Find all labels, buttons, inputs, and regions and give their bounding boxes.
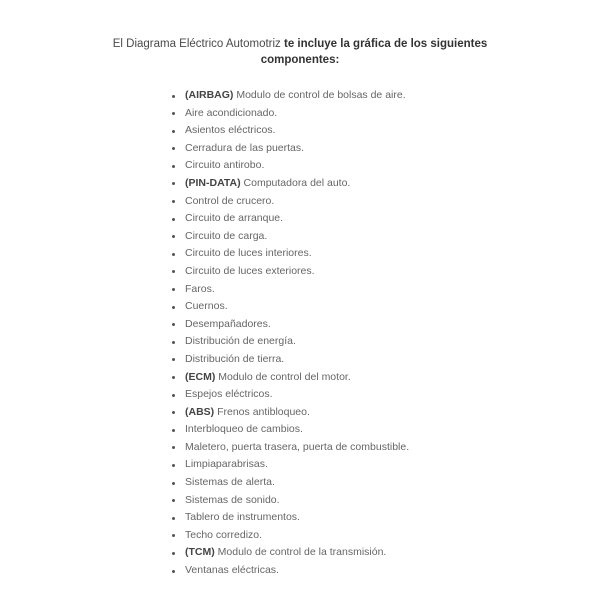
list-item <box>172 316 409 334</box>
bullet-icon <box>172 200 175 203</box>
item-prefix: (PIN-DATA) <box>185 176 241 189</box>
bullet-icon <box>172 341 175 344</box>
bullet-icon <box>172 464 175 467</box>
item-prefix: (ABS) <box>185 405 215 418</box>
list-item <box>172 562 409 580</box>
item-text: Computadora del auto. <box>243 176 351 189</box>
intro-paragraph <box>90 36 510 68</box>
item-text: Sistemas de alerta. <box>185 476 275 489</box>
list-item <box>172 492 409 510</box>
bullet-icon <box>172 95 175 98</box>
item-prefix: (AIRBAG) <box>185 89 234 101</box>
list-item <box>172 210 409 228</box>
list-item <box>172 122 409 140</box>
bullet-icon <box>172 429 175 432</box>
intro-text: El Diagrama Eléctrico Automotriz <box>112 38 285 50</box>
list-item <box>172 193 409 211</box>
bullet-icon <box>172 235 175 238</box>
bullet-icon <box>172 112 175 115</box>
item-text: Cuernos. <box>185 300 228 313</box>
list-item <box>172 298 409 316</box>
bullet-icon <box>172 446 175 449</box>
bullet-icon <box>172 323 175 326</box>
list-item <box>172 333 409 351</box>
list-item <box>172 105 409 123</box>
list-item <box>172 509 409 527</box>
list-item <box>172 87 409 105</box>
bullet-icon <box>172 147 175 150</box>
item-text: Circuito de arranque. <box>185 212 284 225</box>
item-text: Sistemas de sonido. <box>185 493 280 506</box>
item-text: Modulo de control del motor. <box>218 370 351 383</box>
item-text: Circuito de luces exteriores. <box>185 264 315 277</box>
list-item <box>172 157 409 175</box>
list-item <box>172 369 409 387</box>
item-text: Ventanas eléctricas. <box>185 564 279 577</box>
list-item <box>172 404 409 422</box>
bullet-icon <box>172 253 175 256</box>
item-text: Modulo de control de la transmisión. <box>217 546 387 559</box>
list-item <box>172 175 409 193</box>
item-text: Circuito de carga. <box>185 229 268 242</box>
bullet-icon <box>172 376 175 379</box>
item-text: Circuito de luces interiores. <box>185 247 312 260</box>
item-text: Distribución de energía. <box>185 335 296 348</box>
bullet-icon <box>172 534 175 537</box>
item-text: Frenos antibloqueo. <box>217 405 310 418</box>
list-item <box>172 527 409 545</box>
item-text: Control de crucero. <box>185 194 275 207</box>
bullet-icon <box>172 570 175 573</box>
list-item <box>172 140 409 158</box>
item-text: Distribución de tierra. <box>185 352 285 365</box>
bullet-icon <box>172 218 175 221</box>
bullet-icon <box>172 288 175 291</box>
list-item <box>172 228 409 246</box>
list-item <box>172 544 409 562</box>
intro-bold-text: te incluye la gráfica de los siguientes componentes: <box>260 38 488 66</box>
bullet-icon <box>172 411 175 414</box>
item-text: Faros. <box>185 282 215 295</box>
item-text: Techo corredizo. <box>185 528 263 541</box>
item-text: Limpiaparabrisas. <box>185 458 268 471</box>
bullet-icon <box>172 394 175 397</box>
bullet-icon <box>172 130 175 133</box>
components-list <box>172 87 409 580</box>
bullet-icon <box>172 552 175 555</box>
bullet-icon <box>172 165 175 168</box>
list-item <box>172 421 409 439</box>
list-item <box>172 439 409 457</box>
item-prefix: (ECM) <box>185 370 216 383</box>
list-item <box>172 474 409 492</box>
bullet-icon <box>172 499 175 502</box>
bullet-icon <box>172 482 175 485</box>
item-text: Aire acondicionado. <box>185 106 278 119</box>
bullet-icon <box>172 306 175 309</box>
list-item <box>172 281 409 299</box>
list-item <box>172 245 409 263</box>
item-text: Asientos eléctricos. <box>185 124 276 137</box>
item-text: Circuito antirobo. <box>185 159 265 172</box>
item-text: Espejos eléctricos. <box>185 388 273 401</box>
bullet-icon <box>172 270 175 273</box>
list-item <box>172 386 409 404</box>
item-text: Maletero, puerta trasera, puerta de combustible. <box>185 440 410 453</box>
item-text: Interbloqueo de cambios. <box>185 423 303 436</box>
bullet-icon <box>172 182 175 185</box>
bullet-icon <box>172 517 175 520</box>
list-item <box>172 351 409 369</box>
item-text: Tablero de instrumentos. <box>185 511 300 524</box>
item-text: Desempañadores. <box>185 317 271 330</box>
item-text: Modulo de control de bolsas de aire. <box>236 89 406 101</box>
list-item <box>172 263 409 281</box>
bullet-icon <box>172 358 175 361</box>
item-prefix: (TCM) <box>185 546 215 559</box>
list-item <box>172 456 409 474</box>
item-text: Cerradura de las puertas. <box>185 141 305 154</box>
